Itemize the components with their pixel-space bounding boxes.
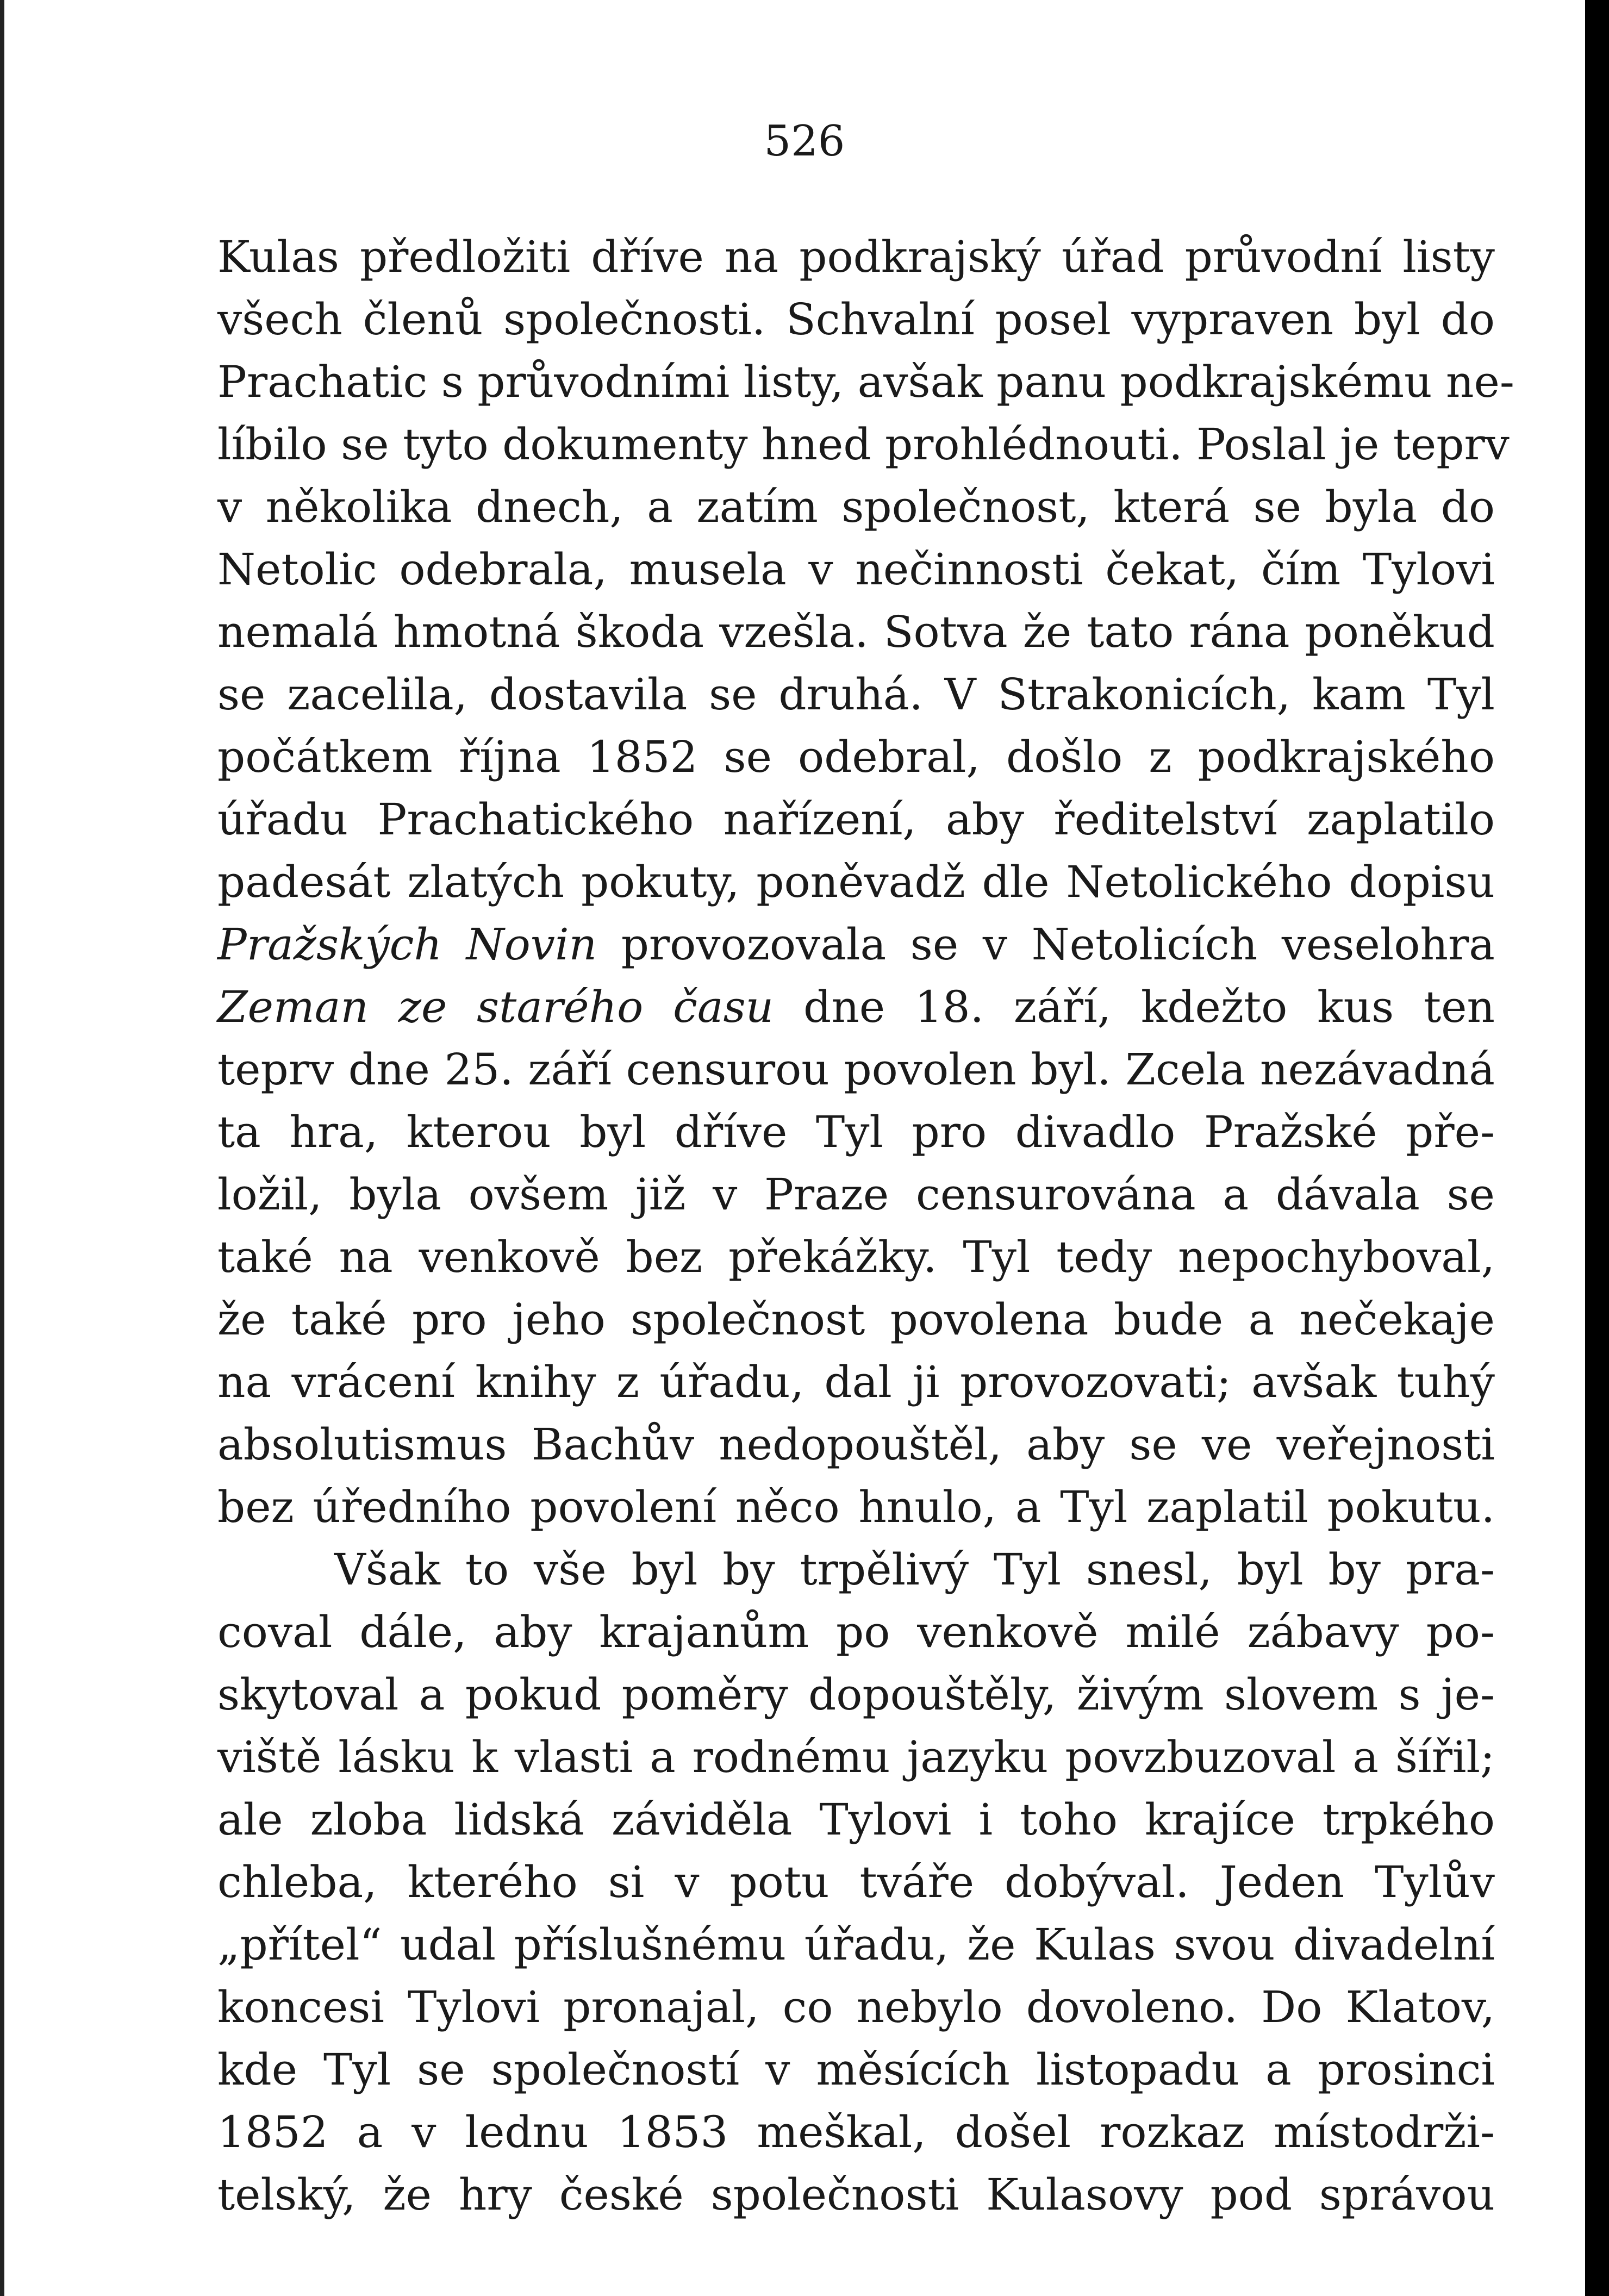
text-line xyxy=(217,788,1495,851)
text-line xyxy=(217,1101,1495,1163)
italic-title: Pražských Novin xyxy=(217,919,597,970)
text-line xyxy=(217,913,1495,976)
text-line xyxy=(217,288,1495,351)
text-line xyxy=(217,1976,1495,2038)
text-segment: nemalá hmotná škoda vzešla. Sotva že tato rána poněkud xyxy=(217,607,1495,657)
text-segment: Však to vše byl by trpělivý Tyl snesl, byl by pra- xyxy=(334,1544,1495,1595)
body-text xyxy=(217,226,1514,2226)
text-line xyxy=(217,1913,1495,1976)
text-line xyxy=(217,2163,1495,2226)
text-line xyxy=(217,476,1495,538)
text-segment: líbilo se tyto dokumenty hned prohlédnouti. Poslal je teprv xyxy=(217,419,1510,470)
text-line xyxy=(217,538,1495,601)
text-segment: počátkem října 1852 se odebral, došlo z podkrajského xyxy=(217,732,1495,782)
text-segment: ložil, byla ovšem již v Praze censurována a dávala se xyxy=(217,1169,1495,1220)
text-line xyxy=(217,351,1514,413)
text-line xyxy=(217,1413,1495,1476)
text-segment: kde Tyl se společností v měsících listopadu a prosinci xyxy=(217,2044,1495,2095)
text-line xyxy=(217,1726,1495,1788)
text-segment: telský, že hry české společnosti Kulasovy pod správou xyxy=(217,2169,1495,2220)
text-line xyxy=(217,1163,1495,1226)
text-line xyxy=(217,2101,1495,2163)
page-number: 526 xyxy=(764,117,845,166)
text-line xyxy=(217,1476,1495,1538)
text-segment: se zacelila, dostavila se druhá. V Strakonicích, kam Tyl xyxy=(217,669,1495,720)
text-line xyxy=(217,976,1495,1038)
text-segment: Netolic odebrala, musela v nečinnosti čekat, čím Tylovi xyxy=(217,544,1495,595)
text-segment: ale zloba lidská záviděla Tylovi i toho krajíce trpkého xyxy=(217,1794,1495,1845)
text-segment: chleba, kterého si v potu tváře dobýval. Jeden Tylův xyxy=(217,1857,1495,1907)
text-segment: Prachatic s průvodními listy, avšak panu podkrajskému ne- xyxy=(217,357,1514,407)
text-segment: „přítel“ udal příslušnému úřadu, že Kulas svou divadelní xyxy=(217,1919,1495,1970)
text-line xyxy=(217,1288,1495,1351)
page-edge-left xyxy=(0,0,4,2296)
text-line xyxy=(217,413,1510,476)
text-line xyxy=(217,663,1495,726)
text-segment: všech členů společnosti. Schvalní posel vypraven byl do xyxy=(217,294,1495,345)
text-line xyxy=(217,726,1495,788)
text-line xyxy=(217,601,1495,663)
text-segment: coval dále, aby krajanům po venkově milé zábavy po- xyxy=(217,1607,1495,1657)
text-line xyxy=(217,1663,1495,1726)
text-segment: skytoval a pokud poměry dopouštěly, živým slovem s je- xyxy=(217,1669,1495,1720)
text-segment: padesát zlatých pokuty, poněvadž dle Netolického dopisu xyxy=(217,857,1495,907)
text-segment: úřadu Prachatického nařízení, aby ředitelství zaplatilo xyxy=(217,794,1495,845)
text-line xyxy=(217,1601,1495,1663)
text-line xyxy=(217,1538,1495,1601)
text-segment: koncesi Tylovi pronajal, co nebylo dovoleno. Do Klatov, xyxy=(217,1982,1495,2032)
italic-title: Zeman ze starého času xyxy=(217,982,774,1032)
text-segment: provozovala se v Netolicích veselohra xyxy=(597,919,1495,970)
text-segment: 1852 a v lednu 1853 meškal, došel rozkaz místodrži- xyxy=(217,2107,1495,2157)
text-line xyxy=(217,1788,1495,1851)
text-line xyxy=(217,1038,1495,1101)
text-segment: dne 18. září, kdežto kus ten xyxy=(774,982,1495,1032)
text-segment: absolutismus Bachův nedopouštěl, aby se ve veřejnosti xyxy=(217,1419,1495,1470)
text-line xyxy=(217,1851,1495,1913)
text-line xyxy=(217,851,1495,913)
text-line xyxy=(217,1351,1495,1413)
text-segment: bez úředního povolení něco hnulo, a Tyl zaplatil pokutu. xyxy=(217,1482,1495,1532)
text-line xyxy=(217,2038,1495,2101)
page-edge-right xyxy=(1585,0,1609,2296)
text-segment: Kulas předložiti dříve na podkrajský úřad průvodní listy xyxy=(217,232,1495,282)
text-line xyxy=(217,226,1495,288)
text-line xyxy=(217,1226,1495,1288)
text-segment: teprv dne 25. září censurou povolen byl. Zcela nezávadná xyxy=(217,1044,1495,1095)
text-segment: že také pro jeho společnost povolena bude a nečekaje xyxy=(217,1294,1495,1345)
text-segment: na vrácení knihy z úřadu, dal ji provozovati; avšak tuhý xyxy=(217,1357,1495,1407)
text-segment: ta hra, kterou byl dříve Tyl pro divadlo Pražské pře- xyxy=(217,1107,1495,1157)
text-segment: viště lásku k vlasti a rodnému jazyku povzbuzoval a šířil; xyxy=(217,1732,1495,1782)
text-segment: také na venkově bez překážky. Tyl tedy nepochyboval, xyxy=(217,1232,1495,1282)
text-segment: v několika dnech, a zatím společnost, která se byla do xyxy=(217,482,1495,532)
